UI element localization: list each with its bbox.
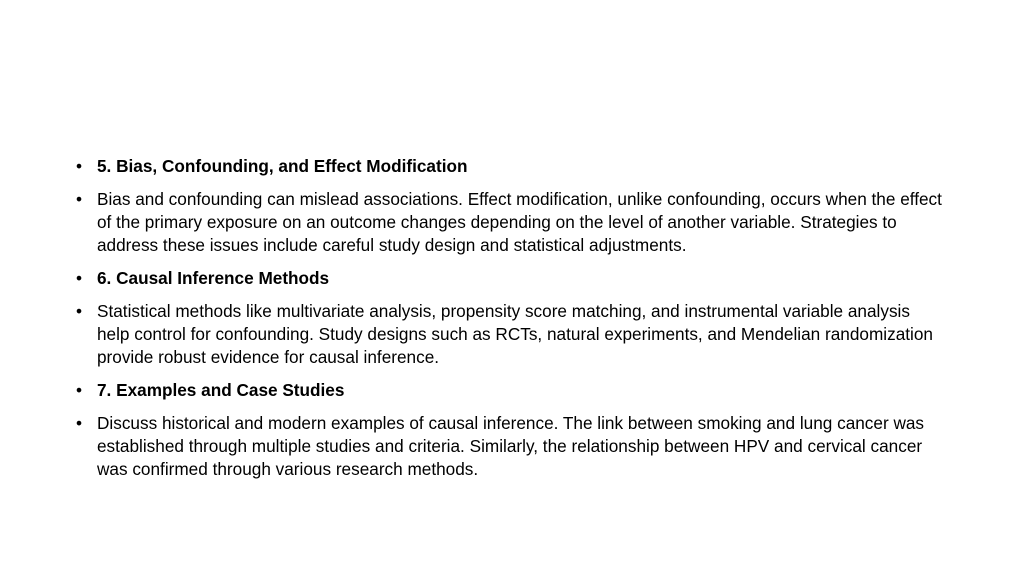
bullet-text: 6. Causal Inference Methods <box>97 268 330 288</box>
bullet-text: Bias and confounding can mislead associations. Effect modification, unlike confounding, occurs when the effect of the primary exposure on an outcome changes depending on the level of another variable. Strategies to address these issues include careful study design and statistical adjustments. <box>97 189 942 255</box>
bullet-text: 5. Bias, Confounding, and Effect Modification <box>97 156 468 176</box>
bullet-dot: • <box>76 301 83 321</box>
bullet-dot: • <box>76 156 83 176</box>
bullet-dot: • <box>76 380 83 400</box>
bullet-body-bias <box>74 188 944 257</box>
bullet-text: Discuss historical and modern examples of causal inference. The link between smoking and lung cancer was established through multiple studies and criteria. Similarly, the relationship between HPV and cervical cancer was confirmed through various research methods. <box>97 413 925 479</box>
bullet-dot: • <box>76 268 83 288</box>
bullet-heading-examples <box>74 379 944 402</box>
bullet-text: 7. Examples and Case Studies <box>97 380 345 400</box>
bullet-list <box>74 155 944 491</box>
bullet-text: Statistical methods like multivariate analysis, propensity score matching, and instrumental variable analysis help control for confounding. Study designs such as RCTs, natural experiments, and Mendelian randomization provide robust evidence for causal inference. <box>97 301 933 367</box>
bullet-body-causal-methods <box>74 300 944 369</box>
bullet-dot: • <box>76 189 83 209</box>
bullet-heading-bias <box>74 155 944 178</box>
bullet-dot: • <box>76 413 83 433</box>
bullet-body-examples <box>74 412 944 481</box>
bullet-heading-causal-methods <box>74 267 944 290</box>
